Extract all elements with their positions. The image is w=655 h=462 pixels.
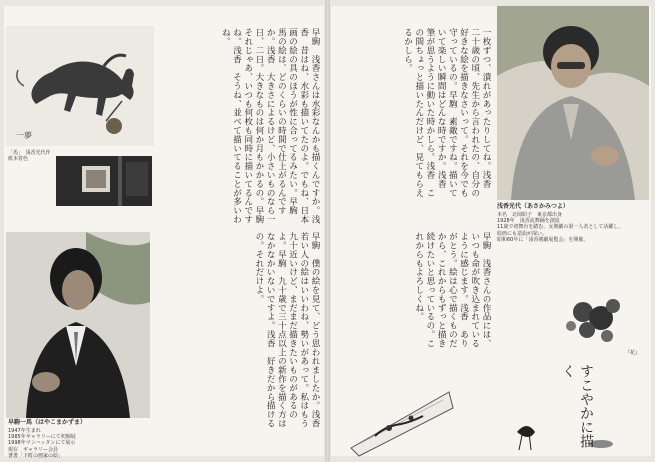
fan-painting [345, 378, 455, 456]
hayakoma-portrait [6, 232, 150, 418]
calligraphy-text: すこやかに描く [560, 364, 594, 448]
flower-painting [557, 292, 635, 348]
hayakoma-name: 早駒一馬（はやこまかずま） [8, 419, 87, 426]
right-body-text-bottom: 早駒 浅香さんの作品には、いつも命が吹き込まれているように感じます。浅香 ありがとう。絵は心で描くものだから、これからもずっと描き続けたいと思っているの。これからもよろしくね。 [413, 232, 491, 348]
right-page [331, 6, 651, 456]
asaka-portrait [497, 6, 649, 200]
flower-caption: 『花』 [625, 350, 641, 356]
left-body-text-top: 早駒 浅香さんは水彩なんかも描くんですか。浅香 昔はね、水彩も描いてたのよ。でもね、日本画の絵の具のほうが性に合ってるみたい。早駒 馬の絵は、どのくらいの時間で仕上がるんですか。浅香 大きさによるけど、小さいものなら一日、二日。大きなものは何か月もかかるの。早駒 それじゃあ、いつも何枚も同時に描いてるんですね。浅香 そうね、並べて描いてることが多いわね。 [220, 28, 320, 233]
horse-painting [6, 26, 154, 146]
horse-caption: 「馬」 浅香光代作 紙本着色 [8, 150, 56, 163]
right-body-text-top: 一枚ずつ、潰れがあったりしてね。浅香 二十歳の頃、先生から言われたの、自分の好きな絵を描きなさいって。それを今でも守っているの。早駒 素敵ですね。描いていて楽しい瞬間はどんな時ですか。浅香 筆が思うように動いた時かしら。浅香 この間ちょっと描いたんだけど、見てもらえるかしら。 [402, 28, 491, 198]
hayakoma-details: 1947年生まれ 1985年ギャラリーにて初個展 1998年マンハッタンにて展示 現在 ギャラリー会員 著書「下町の画家の絵」 [8, 428, 76, 459]
svg-text:一夢: 一夢 [16, 131, 32, 140]
left-body-text-bottom: 早駒 僕の絵を見て、どう思われましたか。浅香 若い人の絵はいいわね、勢いがあって。私はもう九十近いけど、まだまだ描きたいものがあるのよ。早駒 九十歳で三十点以上の新作を描く方はなかなかいないですよ。浅香 好きだから描けるの。それだけよ。 [253, 232, 320, 437]
page-gutter [325, 0, 330, 462]
calligraphy-painting [501, 360, 649, 456]
horse-painting-photo [6, 26, 154, 146]
asaka-name: 浅香光代（あさかみつよ） [497, 203, 569, 210]
left-page [4, 6, 324, 459]
gallery-photo [56, 156, 152, 206]
asaka-details: 本名 北岡昭子 東京都出身 1928年 浅香流舞踊を創設 11歳で初舞台を踏む。女剣劇の第一人者として活躍し、 絵画にも造詣が深い。 昭和60年に「浅香剣劇展覧会」を開催。 [497, 212, 624, 243]
